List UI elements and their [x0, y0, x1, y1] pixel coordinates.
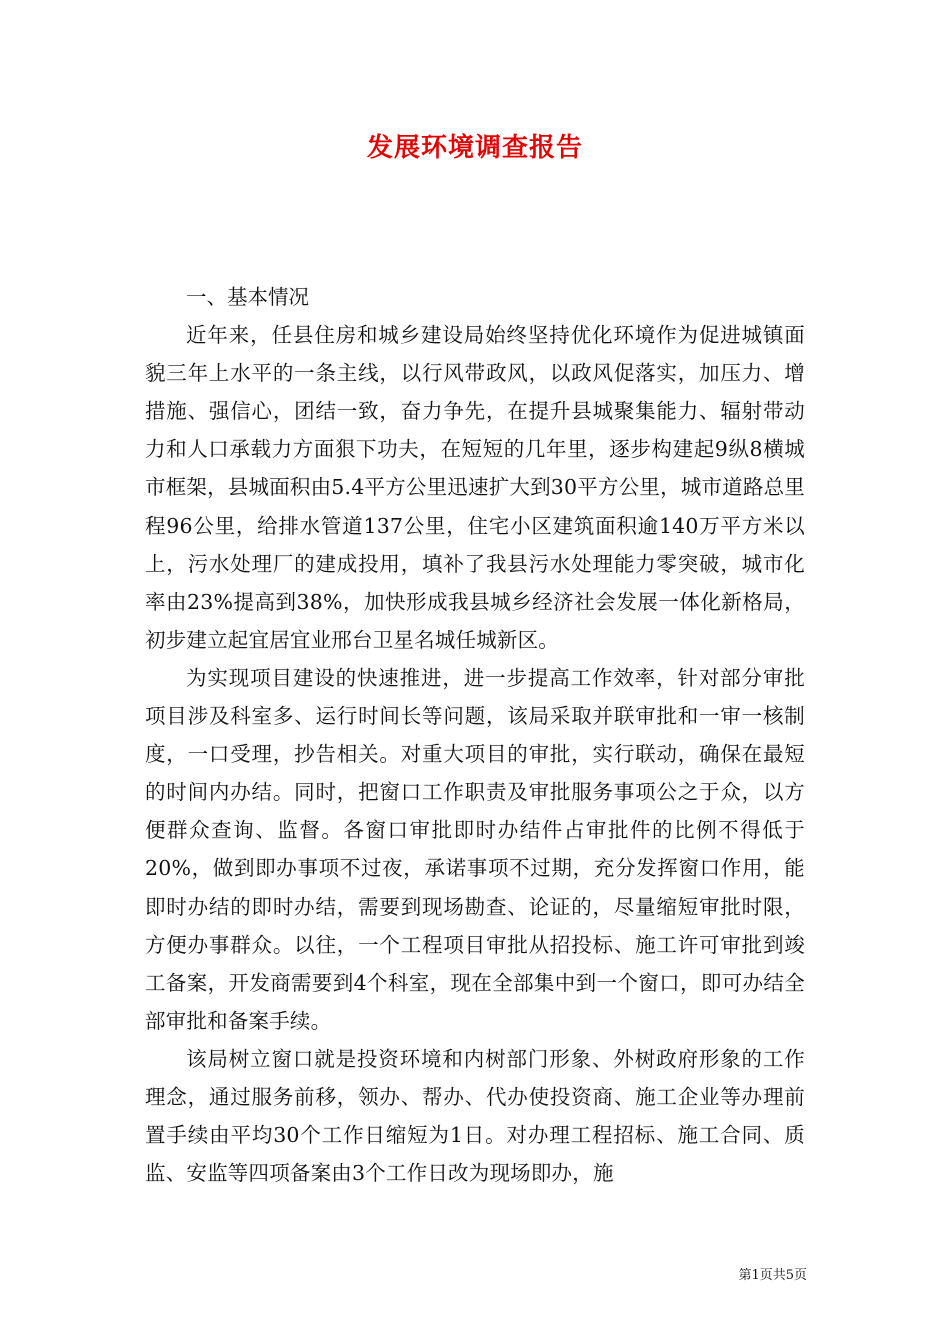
- paragraph-2: 为实现项目建设的快速推进，进一步提高工作效率，针对部分审批项目涉及科室多、运行时间长等问题，该局采取并联审批和一审一核制度，一口受理，抄告相关。对重大项目的审批，实行联动，确保在最短的时间内办结。同时，把窗口工作职责及审批服务事项公之于众，以方便群众查询、监督。各窗口审批即时办结件占审批件的比例不得低于20%，做到即办事项不过夜，承诺事项不过期，充分发挥窗口作用，能即时办结的即时办结，需要到现场勘查、论证的，尽量缩短审批时限，方便办事群众。以往，一个工程项目审批从招投标、施工许可审批到竣工备案，开发商需要到4个科室，现在全部集中到一个窗口，即可办结全部审批和备案手续。: [145, 665, 805, 1033]
- document-body: [145, 278, 805, 1192]
- paragraph-3: 该局树立窗口就是投资环境和内树部门形象、外树政府形象的工作理念，通过服务前移，领办、帮办、代办使投资商、施工企业等办理前置手续由平均30个工作日缩短为1日。对办理工程招标、施工合同、质监、安监等四项备案由3个工作日改为现场即办，施: [145, 1046, 805, 1186]
- document-title: 发展环境调查报告: [366, 133, 583, 163]
- page-number: 第1页共5页: [738, 1268, 807, 1283]
- paragraph-1: 近年来，任县住房和城乡建设局始终坚持优化环境作为促进城镇面貌三年上水平的一条主线，以行风带政风，以政风促落实，加压力、增措施、强信心，团结一致，奋力争先，在提升县城聚集能力、辐射带动力和人口承载力方面狠下功夫，在短短的几年里，逐步构建起9纵8横城市框架，县城面积由5.4平方公里迅速扩大到30平方公里，城市道路总里程96公里，给排水管道137公里，住宅小区建筑面积逾140万平方米以上，污水处理厂的建成投用，填补了我县污水处理能力零突破，城市化率由23%提高到38%，加快形成我县城乡经济社会发展一体化新格局，初步建立起宜居宜业邢台卫星名城任城新区。: [145, 323, 805, 652]
- section-heading: 一、基本情况: [186, 285, 309, 309]
